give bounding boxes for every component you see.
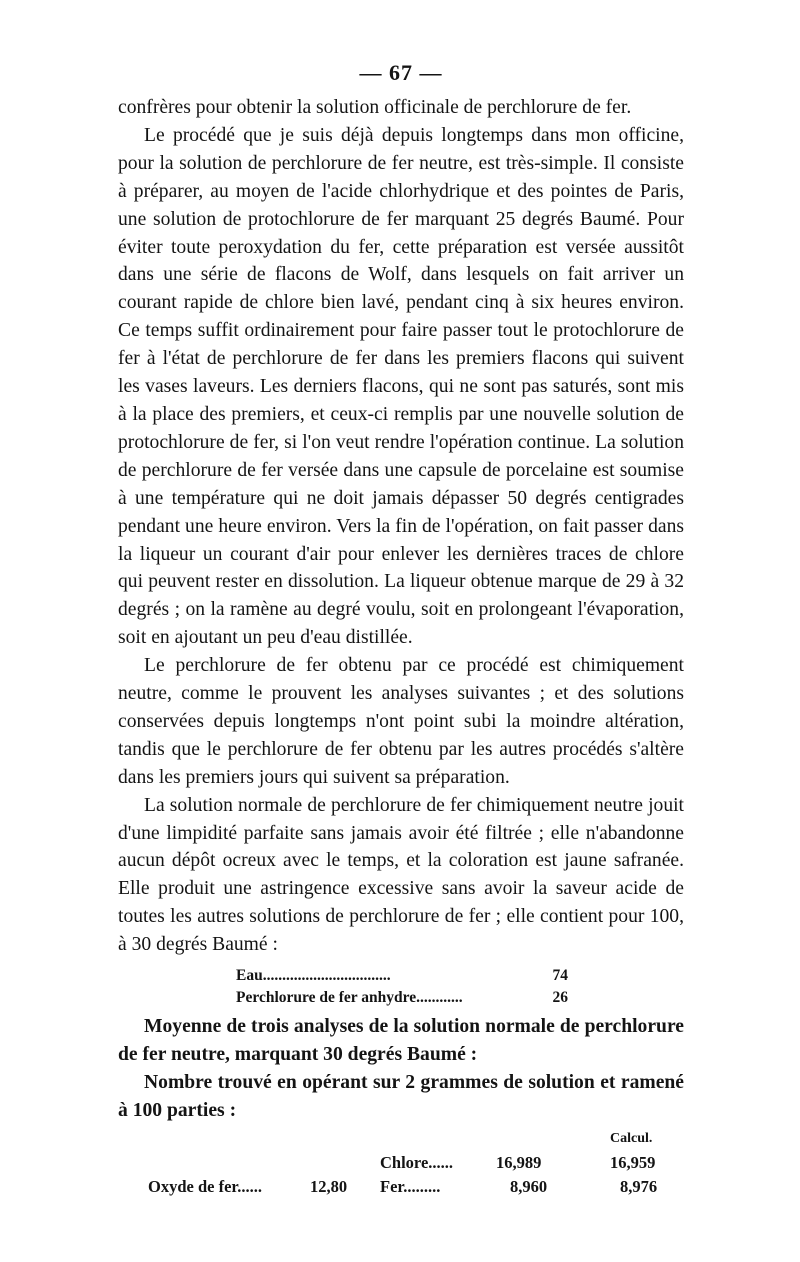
chlore-calc-value: 16,959 <box>610 1152 656 1172</box>
paragraph-sample: Nombre trouvé en opérant sur 2 grammes de solution et ramené à 100 parties : <box>118 1071 684 1121</box>
paragraph-properties: La solution normale de perchlorure de fer chimiquement neutre jouit d'une limpidité parfaite sans jamais avoir été filtrée ; elle n'abandonne aucun dépôt ocreux avec le temps, et la coloration est jaune safranée. Elle produit une astringence excessive sans avoir la saveur acide de toutes les autres solutions de perchlorure de fer ; elle contient pour 100, à 30 degrés Baumé : <box>118 794 684 956</box>
calcul-header: Calcul. <box>610 1130 653 1146</box>
composition-value: 74 <box>552 967 568 985</box>
oxyde-label: Oxyde de fer...... <box>148 1176 262 1196</box>
composition-row <box>236 965 568 987</box>
fer-found-value: 8,960 <box>510 1176 548 1196</box>
results-table <box>118 1129 684 1207</box>
composition-table <box>118 965 684 1009</box>
fer-calc-value: 8,976 <box>620 1176 658 1196</box>
page-number: — 67 — <box>359 60 443 85</box>
fer-label: Fer......... <box>380 1176 441 1196</box>
oxyde-value: 12,80 <box>310 1176 348 1196</box>
composition-row <box>236 987 568 1009</box>
chlore-label: Chlore...... <box>380 1152 454 1172</box>
paragraph-neutrality: Le perchlorure de fer obtenu par ce procédé est chimiquement neutre, comme le prouvent les analyses suivantes ; et des solutions conservées depuis longtemps n'ont point subi la moindre altération, tandis que le perchlorure de fer obtenu par les autres procédés s'altère dans les premiers jours qui suivent sa préparation. <box>118 655 684 788</box>
book-page <box>118 58 684 1207</box>
composition-label: Eau................................. <box>236 967 391 985</box>
chlore-found-value: 16,989 <box>496 1152 542 1172</box>
paragraph-procedure: Le procédé que je suis déjà depuis longtemps dans mon officine, pour la solution de perchlorure de fer neutre, est très-simple. Il consiste à préparer, au moyen de l'acide chlorhydrique et des pointes de Paris, une solution de protochlorure de fer marquant 25 degrés Baumé. Pour éviter toute peroxydation du fer, cette préparation est versée aussitôt dans une série de flacons de Wolf, dans lesquels on fait arriver un courant rapide de chlore bien lavé, pendant cinq à six heures environ. Ce temps suffit ordinairement pour faire passer tout le protochlorure de fer à l'état de perchlorure de fer dans les premiers flacons qui suivent les vases laveurs. Les derniers flacons, qui ne sont pas saturés, sont mis à la place des premiers, et ceux-ci remplis par une nouvelle solution de protochlorure de fer, si l'on veut rendre l'opération continue. La solution de perchlorure de fer versée dans une capsule de porcelaine est soumise à une température qui ne doit jamais dépasser 50 degrés centigrades pendant une heure environ. Vers la fin de l'opération, on fait passer dans la liqueur un courant d'air pour enlever les dernières traces de chlore qui peuvent rester en dissolution. La liqueur obtenue marque de 29 à 32 degrés ; on la ramène au degré voulu, soit en prolongeant l'évaporation, soit en ajoutant un peu d'eau distillée. <box>118 124 684 649</box>
composition-label: Perchlorure de fer anhydre............ <box>236 989 463 1007</box>
paragraph-continuation: confrères pour obtenir la solution officinale de perchlorure de fer. <box>118 97 632 118</box>
paragraph-analyses: Moyenne de trois analyses de la solution normale de perchlorure de fer neutre, marquant 30 degrés Baumé : <box>118 1016 684 1065</box>
composition-value: 26 <box>552 989 568 1007</box>
